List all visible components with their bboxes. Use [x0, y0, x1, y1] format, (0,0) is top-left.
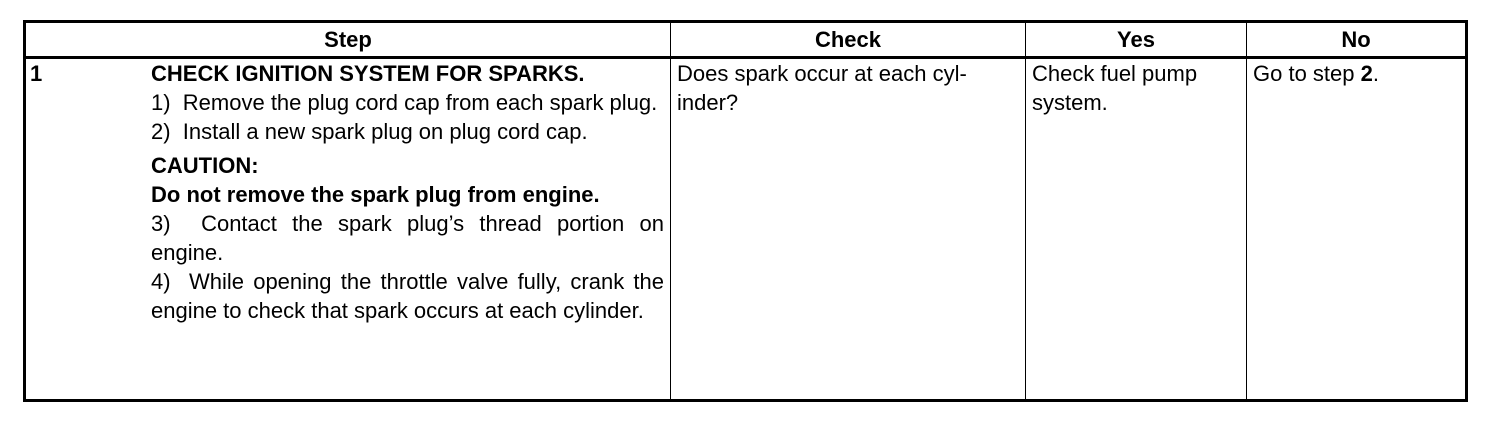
table-header-row	[25, 22, 1467, 58]
step-item-1: 1) Remove the plug cord cap from each spark plug.	[151, 90, 658, 115]
step-number: 1	[30, 61, 43, 86]
step-title: CHECK IGNITION SYSTEM FOR SPARKS.	[151, 61, 585, 86]
caution-text: Do not remove the spark plug from engine.	[151, 182, 600, 207]
check-cell: Does spark occur at each cyl-inder?	[671, 58, 1026, 401]
step-item-2: 2) Install a new spark plug on plug cord cap.	[151, 119, 588, 144]
no-text-suffix: .	[1372, 61, 1379, 86]
step-item-3: 3) Contact the spark plug’s thread portion on engine.	[151, 211, 664, 265]
header-check: Check	[671, 22, 1026, 58]
no-cell	[1247, 58, 1467, 401]
header-no: No	[1247, 22, 1467, 58]
step-body	[151, 59, 670, 325]
step-item-4: 4) While opening the throttle valve fully, crank the engine to check that spark occurs at each cylinder.	[151, 269, 664, 323]
diagnosis-table	[23, 20, 1468, 402]
header-step: Step	[25, 22, 671, 58]
step-cell	[25, 58, 671, 401]
caution-title: CAUTION:	[151, 153, 259, 178]
table-row	[25, 58, 1467, 401]
header-yes: Yes	[1026, 22, 1247, 58]
yes-cell: Check fuel pump system.	[1026, 58, 1247, 401]
no-text-prefix: Go to step	[1253, 61, 1361, 86]
no-step-link: 2	[1360, 61, 1373, 86]
